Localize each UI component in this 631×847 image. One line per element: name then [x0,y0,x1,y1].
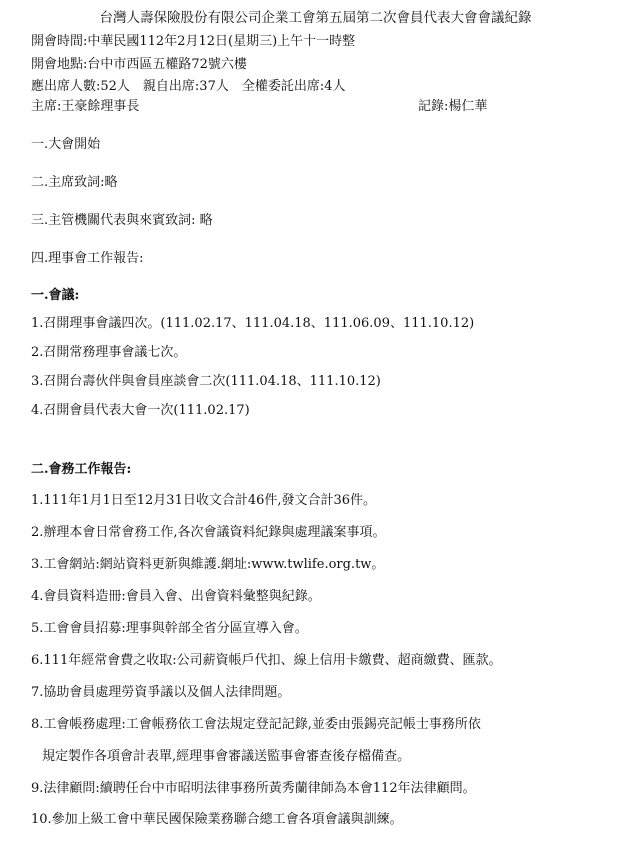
list-item: 10.參加上級工會中華民國保險業務聯合總工會各項會議與訓練。 [31,812,403,827]
meeting-place: 開會地點:台中市西區五權路72號六樓 [31,57,247,72]
list-item: 2.召開常務理事會議七次。 [31,345,187,360]
attendance-line: 應出席人數:52人 親自出席:37人 全權委託出席:4人 [31,79,346,94]
list-item: 3.召開台壽伙伴與會員座談會二次(111.04.18、111.10.12) [31,374,381,389]
list-item: 6.111年經常會費之收取:公司薪資帳戶代扣、線上信用卡繳費、超商繳費、匯款。 [31,653,502,668]
document-title: 台灣人壽保險股份有限公司企業工會第五屆第二次會員代表大會會議紀錄 [99,10,532,26]
agenda-item: 二.主席致詞:略 [31,175,118,190]
list-item: 1.111年1月1日至12月31日收文合計46件,發文合計36件。 [31,493,377,508]
agenda-item: 四.理事會工作報告: [31,251,144,266]
section-heading-work-report: 二.會務工作報告: [31,462,132,477]
section-heading-meetings: 一.會議: [31,288,80,303]
list-item: 7.協助會員處理勞資爭議以及個人法律問題。 [31,685,291,700]
list-item: 2.辦理本會日常會務工作,各次會議資料紀錄與處理議案事項。 [31,525,386,540]
agenda-item: 一.大會開始 [31,137,101,152]
list-item: 5.工會會員招募:理事與幹部全省分區宣導入會。 [31,621,308,636]
recorder-line: 記錄:楊仁華 [418,99,488,114]
list-item: 4.召開會員代表大會一次(111.02.17) [31,403,250,418]
list-item: 1.召開理事會議四次。(111.02.17、111.04.18、111.06.09、111.10.12) [31,316,475,331]
list-item: 3.工會網站:網站資料更新與維護.網址:www.twlife.org.tw。 [31,557,385,572]
list-item: 9.法律顧問:續聘任台中市昭明法律事務所黃秀蘭律師為本會112年法律顧問。 [31,781,476,796]
agenda-item: 三.主管機關代表與來賓致詞: 略 [31,213,213,228]
chair-line: 主席:王豪餘理事長 [31,99,140,114]
list-item: 8.工會帳務處理:工會帳務依工會法規定登記記錄,並委由張錫亮記帳士事務所依 [31,717,481,732]
list-item: 4.會員資料造冊:會員入會、出會資料彙整與紀錄。 [31,589,321,604]
meeting-time: 開會時間:中華民國112年2月12日(星期三)上午十一時整 [31,34,356,49]
list-item-continuation: 規定製作各項會計表單,經理事會審議送監事會審查後存檔備查。 [42,749,411,764]
